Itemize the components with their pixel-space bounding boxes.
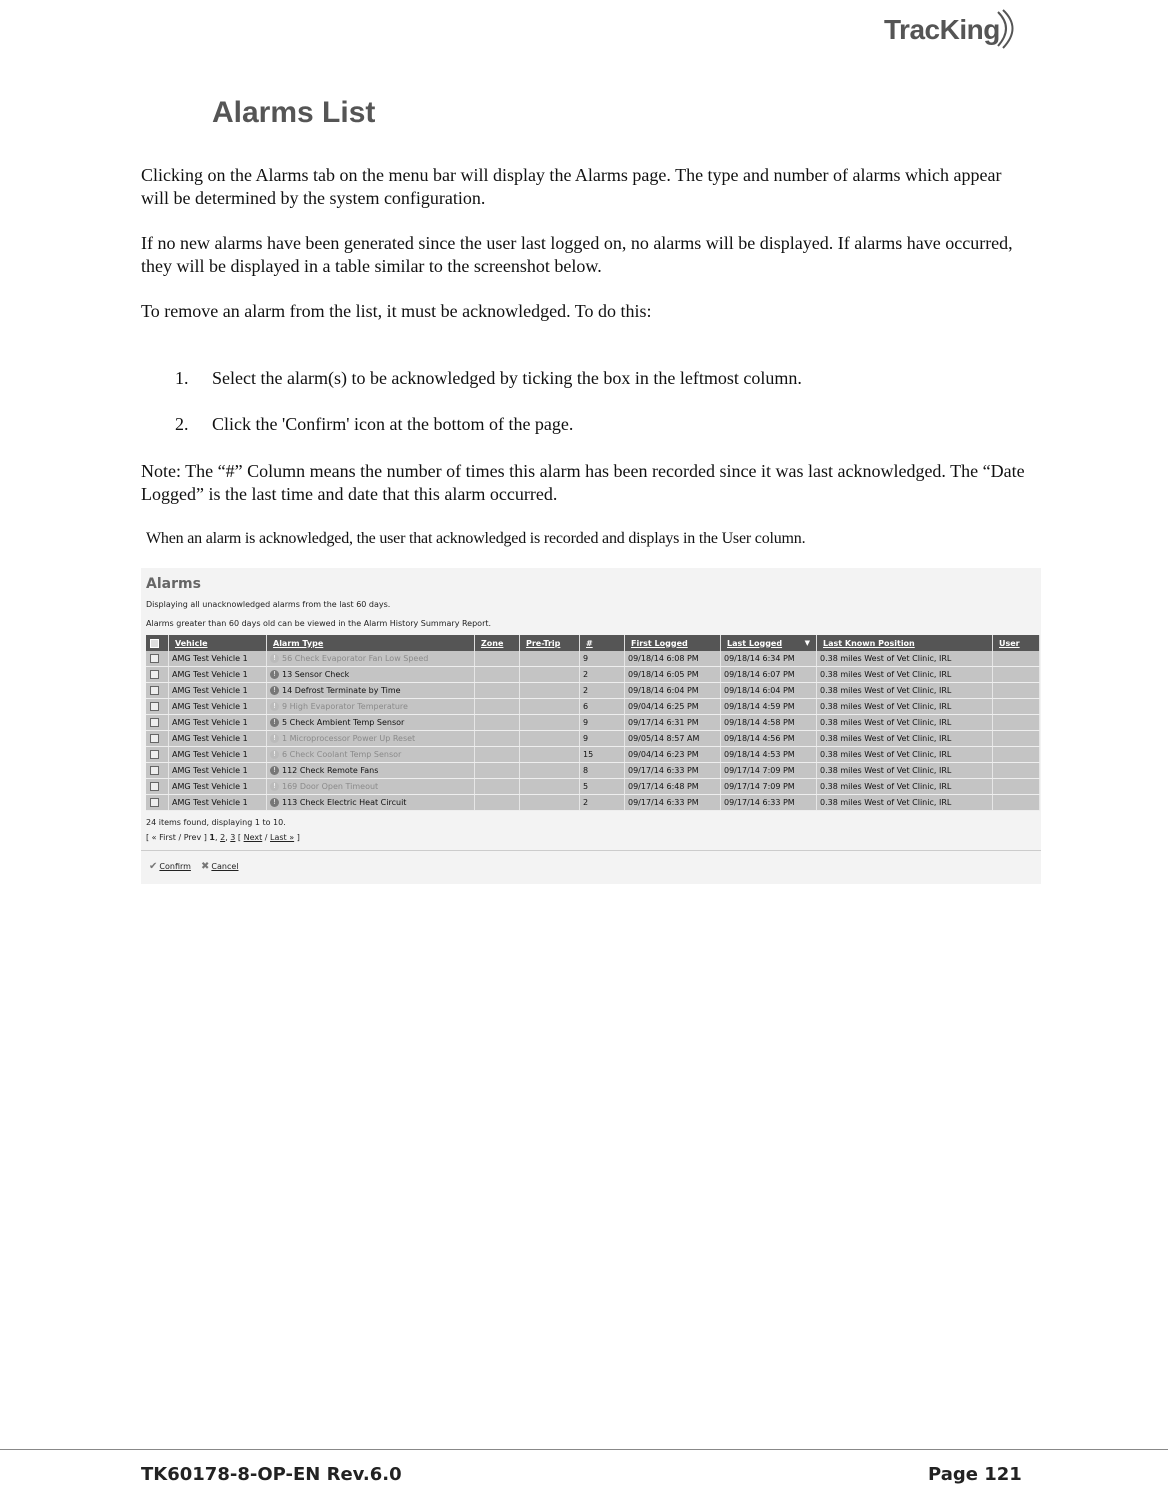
pre-trip-cell (520, 731, 580, 747)
row-select-cell (146, 699, 169, 715)
last-logged-cell: 09/18/14 4:59 PM (721, 699, 817, 715)
alarm-type-cell (267, 747, 475, 763)
alarm-icon: ! (270, 654, 279, 663)
step-number: 1. (175, 368, 189, 388)
last-logged-cell: 09/18/14 4:53 PM (721, 747, 817, 763)
pager-page-3[interactable]: 3 (230, 833, 236, 842)
count-cell: 2 (580, 795, 625, 811)
note-paragraph: Note: The “#” Column means the number of times this alarm has been recorded since it was last acknowledged. The “Date Logged” is the last time and date that this alarm occurred. (141, 461, 1025, 504)
user-cell (993, 699, 1040, 715)
column-header-alarm-type[interactable]: Alarm Type (267, 635, 475, 651)
count-cell: 2 (580, 667, 625, 683)
position-cell: 0.38 miles West of Vet Clinic, IRL (817, 715, 993, 731)
row-select-cell (146, 715, 169, 731)
first-logged-cell: 09/18/14 6:08 PM (625, 651, 721, 667)
pager-separator: / (264, 833, 268, 842)
step-text: Select the alarm(s) to be acknowledged by ticking the box in the leftmost column. (212, 368, 802, 388)
last-logged-label: Last Logged (727, 638, 783, 648)
alarm-type-cell (267, 651, 475, 667)
last-logged-cell: 09/18/14 4:56 PM (721, 731, 817, 747)
no-alarms-paragraph: If no new alarms have been generated since the user last logged on, no alarms will be displayed. If alarms have occurred, they will be displayed in a table similar to the screenshot below. (141, 233, 1013, 276)
position-cell: 0.38 miles West of Vet Clinic, IRL (817, 667, 993, 683)
table-row (146, 731, 1040, 747)
pager-prev: Prev (183, 833, 202, 842)
count-cell: 15 (580, 747, 625, 763)
position-cell: 0.38 miles West of Vet Clinic, IRL (817, 731, 993, 747)
alarm-icon: ! (270, 670, 279, 679)
document-id: TK60178-8-OP-EN Rev.6.0 (141, 1464, 402, 1485)
last-logged-cell: 09/18/14 6:04 PM (721, 683, 817, 699)
alarm-type-text: 13 Sensor Check (282, 670, 350, 679)
count-cell: 8 (580, 763, 625, 779)
position-cell: 0.38 miles West of Vet Clinic, IRL (817, 651, 993, 667)
alarms-heading: Alarms (146, 576, 201, 592)
footer-rule (0, 1449, 1168, 1450)
row-select-cell (146, 667, 169, 683)
first-logged-cell: 09/18/14 6:04 PM (625, 683, 721, 699)
row-checkbox[interactable] (150, 750, 159, 759)
alarm-type-text: 113 Check Electric Heat Circuit (282, 798, 407, 807)
alarm-icon: ! (270, 686, 279, 695)
pager-bracket: [ (146, 833, 150, 842)
alarm-type-cell (267, 763, 475, 779)
zone-cell (475, 715, 520, 731)
pre-trip-cell (520, 779, 580, 795)
row-checkbox[interactable] (150, 702, 159, 711)
position-cell: 0.38 miles West of Vet Clinic, IRL (817, 747, 993, 763)
column-header-zone[interactable]: Zone (475, 635, 520, 651)
alarms-screenshot (141, 568, 1041, 884)
alarm-type-text: 1 Microprocessor Power Up Reset (282, 734, 416, 743)
column-header-user[interactable]: User (993, 635, 1040, 651)
column-header-pre-trip[interactable]: Pre-Trip (520, 635, 580, 651)
row-select-cell (146, 683, 169, 699)
last-logged-cell: 09/18/14 6:07 PM (721, 667, 817, 683)
position-cell: 0.38 miles West of Vet Clinic, IRL (817, 699, 993, 715)
alarm-type-text: 56 Check Evaporator Fan Low Speed (282, 654, 429, 663)
position-cell: 0.38 miles West of Vet Clinic, IRL (817, 683, 993, 699)
remove-alarm-paragraph: To remove an alarm from the list, it must be acknowledged. To do this: (141, 301, 652, 321)
row-select-cell (146, 779, 169, 795)
alarm-type-text: 9 High Evaporator Temperature (282, 702, 408, 711)
pager-bracket: [ (237, 833, 242, 842)
table-row (146, 651, 1040, 667)
row-select-cell (146, 795, 169, 811)
table-row (146, 763, 1040, 779)
alarms-table (146, 635, 1040, 811)
first-logged-cell: 09/17/14 6:48 PM (625, 779, 721, 795)
pager: [ « First / Prev ] 1, 2, 3 [ Next / Last » ] (146, 833, 300, 842)
sort-desc-icon: ▼ (804, 638, 810, 647)
column-header-first-logged[interactable]: First Logged (625, 635, 721, 651)
user-cell (993, 763, 1040, 779)
row-select-cell (146, 651, 169, 667)
table-row (146, 779, 1040, 795)
row-select-cell (146, 763, 169, 779)
position-cell: 0.38 miles West of Vet Clinic, IRL (817, 779, 993, 795)
vehicle-cell: AMG Test Vehicle 1 (169, 747, 267, 763)
alarm-icon: ! (270, 702, 279, 711)
confirm-label: Confirm (159, 862, 191, 871)
alarm-icon: ! (270, 782, 279, 791)
first-logged-cell: 09/18/14 6:05 PM (625, 667, 721, 683)
pre-trip-cell (520, 747, 580, 763)
vehicle-cell: AMG Test Vehicle 1 (169, 699, 267, 715)
last-logged-cell: 09/18/14 4:58 PM (721, 715, 817, 731)
row-select-cell (146, 747, 169, 763)
row-checkbox[interactable] (150, 766, 159, 775)
table-row (146, 683, 1040, 699)
zone-cell (475, 779, 520, 795)
alarm-type-cell (267, 731, 475, 747)
row-select-cell (146, 731, 169, 747)
alarm-icon: ! (270, 766, 279, 775)
page-number: Page 121 (928, 1464, 1022, 1485)
zone-cell (475, 651, 520, 667)
user-cell (993, 651, 1040, 667)
table-row (146, 715, 1040, 731)
column-header-last-logged[interactable] (721, 635, 817, 651)
alarm-type-text: 5 Check Ambient Temp Sensor (282, 718, 405, 727)
first-logged-cell: 09/04/14 6:25 PM (625, 699, 721, 715)
user-cell (993, 667, 1040, 683)
pre-trip-cell (520, 795, 580, 811)
position-cell: 0.38 miles West of Vet Clinic, IRL (817, 763, 993, 779)
zone-cell (475, 795, 520, 811)
pager-last[interactable]: Last » (270, 833, 295, 842)
user-cell (993, 779, 1040, 795)
close-icon: ✖ (201, 861, 210, 872)
last-logged-cell: 09/17/14 6:33 PM (721, 795, 817, 811)
row-checkbox[interactable] (150, 686, 159, 695)
alarm-type-text: 169 Door Open Timeout (282, 782, 379, 791)
column-header-vehicle[interactable]: Vehicle (169, 635, 267, 651)
vehicle-cell: AMG Test Vehicle 1 (169, 795, 267, 811)
cancel-button[interactable] (201, 861, 239, 872)
step-1 (175, 368, 802, 389)
vehicle-cell: AMG Test Vehicle 1 (169, 683, 267, 699)
alarm-type-cell (267, 795, 475, 811)
count-cell: 5 (580, 779, 625, 795)
alarm-type-text: 112 Check Remote Fans (282, 766, 379, 775)
last-logged-cell: 09/17/14 7:09 PM (721, 779, 817, 795)
count-cell: 9 (580, 731, 625, 747)
pager-page-2[interactable]: 2 (220, 833, 226, 842)
pre-trip-cell (520, 651, 580, 667)
row-checkbox[interactable] (150, 798, 159, 807)
table-header-row (146, 635, 1040, 651)
last-logged-cell: 09/18/14 6:34 PM (721, 651, 817, 667)
row-checkbox[interactable] (150, 718, 159, 727)
first-logged-cell: 09/17/14 6:31 PM (625, 715, 721, 731)
items-found: 24 items found, displaying 1 to 10. (146, 818, 286, 827)
pager-current-page: 1 (209, 833, 215, 842)
intro-paragraph: Clicking on the Alarms tab on the menu bar will display the Alarms page. The type and number of alarms which appear will be determined by the system configuration. (141, 165, 1002, 208)
table-row (146, 795, 1040, 811)
divider (141, 850, 1041, 851)
vehicle-cell: AMG Test Vehicle 1 (169, 779, 267, 795)
table-row (146, 747, 1040, 763)
vehicle-cell: AMG Test Vehicle 1 (169, 763, 267, 779)
column-header-position[interactable]: Last Known Position (817, 635, 993, 651)
alarm-type-cell (267, 683, 475, 699)
zone-cell (475, 763, 520, 779)
vehicle-cell: AMG Test Vehicle 1 (169, 667, 267, 683)
user-cell (993, 795, 1040, 811)
pager-first: « First (151, 833, 176, 842)
alarm-icon: ! (270, 750, 279, 759)
page-title: Alarms List (212, 96, 376, 129)
alarm-type-cell (267, 715, 475, 731)
alarms-history-note: Alarms greater than 60 days old can be viewed in the Alarm History Summary Report. (146, 619, 492, 628)
user-cell (993, 731, 1040, 747)
tracking-logo (880, 8, 1030, 52)
pager-separator: / (178, 833, 182, 842)
pre-trip-cell (520, 667, 580, 683)
count-cell: 2 (580, 683, 625, 699)
step-text: Click the 'Confirm' icon at the bottom of the page. (212, 414, 574, 434)
first-logged-cell: 09/17/14 6:33 PM (625, 763, 721, 779)
pre-trip-cell (520, 763, 580, 779)
alarm-icon: ! (270, 718, 279, 727)
user-cell (993, 683, 1040, 699)
zone-cell (475, 699, 520, 715)
count-cell: 9 (580, 651, 625, 667)
position-cell: 0.38 miles West of Vet Clinic, IRL (817, 795, 993, 811)
count-cell: 9 (580, 715, 625, 731)
table-row (146, 699, 1040, 715)
pre-trip-cell (520, 715, 580, 731)
alarm-icon: ! (270, 798, 279, 807)
vehicle-cell: AMG Test Vehicle 1 (169, 715, 267, 731)
alarm-type-cell (267, 667, 475, 683)
alarm-type-cell (267, 699, 475, 715)
first-logged-cell: 09/04/14 6:23 PM (625, 747, 721, 763)
pager-next[interactable]: Next (243, 833, 263, 842)
pager-bracket: ] (296, 833, 300, 842)
checkmark-icon: ✔ (149, 861, 158, 872)
row-checkbox[interactable] (150, 654, 159, 663)
alarm-type-cell (267, 779, 475, 795)
count-cell: 6 (580, 699, 625, 715)
alarm-type-text: 14 Defrost Terminate by Time (282, 686, 401, 695)
select-all-checkbox[interactable] (150, 639, 159, 648)
pre-trip-cell (520, 683, 580, 699)
zone-cell (475, 731, 520, 747)
user-column-note: When an alarm is acknowledged, the user that acknowledged is recorded and displays in the User column. (146, 530, 806, 547)
pager-bracket: ] (203, 833, 207, 842)
first-logged-cell: 09/17/14 6:33 PM (625, 795, 721, 811)
logo-signal-icon (992, 8, 1028, 52)
vehicle-cell: AMG Test Vehicle 1 (169, 651, 267, 667)
first-logged-cell: 09/05/14 8:57 AM (625, 731, 721, 747)
row-checkbox[interactable] (150, 734, 159, 743)
pre-trip-cell (520, 699, 580, 715)
vehicle-cell: AMG Test Vehicle 1 (169, 731, 267, 747)
alarm-type-text: 6 Check Coolant Temp Sensor (282, 750, 402, 759)
cancel-label: Cancel (211, 862, 239, 871)
select-all-header[interactable] (146, 635, 169, 651)
user-cell (993, 747, 1040, 763)
zone-cell (475, 683, 520, 699)
confirm-button[interactable] (149, 861, 191, 872)
user-cell (993, 715, 1040, 731)
alarms-subtitle: Displaying all unacknowledged alarms from the last 60 days. (146, 600, 391, 609)
last-logged-cell: 09/17/14 7:09 PM (721, 763, 817, 779)
zone-cell (475, 747, 520, 763)
row-checkbox[interactable] (150, 782, 159, 791)
step-number: 2. (175, 414, 189, 434)
alarm-icon: ! (270, 734, 279, 743)
zone-cell (475, 667, 520, 683)
column-header-count[interactable]: # (580, 635, 625, 651)
row-checkbox[interactable] (150, 670, 159, 679)
logo-text: TracKing (884, 14, 1000, 45)
table-row (146, 667, 1040, 683)
step-2 (175, 414, 573, 435)
